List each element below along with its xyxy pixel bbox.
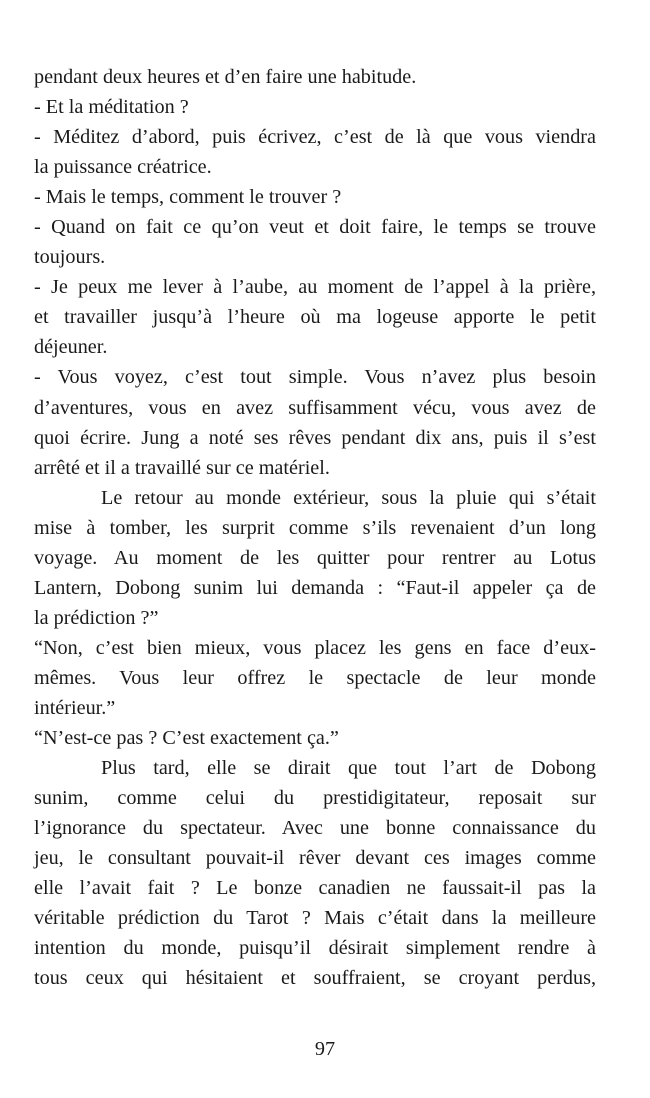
text-line: mise à tomber, les surprit comme s’ils revenaient d’un long: [34, 516, 596, 539]
text-line: - Mais le temps, comment le trouver ?: [34, 186, 342, 209]
text-line: véritable prédiction du Tarot ? Mais c’était dans la meilleure: [34, 907, 596, 930]
text-line: voyage. Au moment de les quitter pour rentrer au Lotus: [34, 546, 596, 569]
text-line: intention du monde, puisqu’il désirait simplement rendre à: [34, 937, 596, 960]
text-line: “N’est-ce pas ? C’est exactement ça.”: [34, 727, 339, 750]
text-line: jeu, le consultant pouvait-il rêver devant ces images comme: [34, 847, 596, 870]
body-text: [34, 62, 596, 993]
text-line: la puissance créatrice.: [34, 156, 212, 179]
text-line: - Je peux me lever à l’aube, au moment de l’appel à la prière,: [34, 276, 596, 299]
text-line: - Quand on fait ce qu’on veut et doit faire, le temps se trouve: [34, 216, 596, 239]
text-line: pendant deux heures et d’en faire une habitude.: [34, 66, 417, 88]
text-line: - Méditez d’abord, puis écrivez, c’est de là que vous viendra: [34, 126, 596, 149]
text-line: Plus tard, elle se dirait que tout l’art de Dobong: [101, 757, 596, 780]
text-line: toujours.: [34, 246, 106, 269]
text-line: tous ceux qui hésitaient et souffraient, se croyant perdus,: [34, 967, 596, 990]
text-line: déjeuner.: [34, 336, 108, 359]
page-number: 97: [314, 1038, 336, 1060]
text-line: l’ignorance du spectateur. Avec une bonne connaissance du: [34, 817, 596, 840]
text-line: mêmes. Vous leur offrez le spectacle de leur monde: [34, 666, 596, 689]
text-line: et travailler jusqu’à l’heure où ma logeuse apporte le petit: [34, 306, 596, 329]
text-line: sunim, comme celui du prestidigitateur, reposait sur: [34, 787, 596, 810]
text-line: d’aventures, vous en avez suffisamment vécu, vous avez de: [34, 396, 596, 419]
text-line: Le retour au monde extérieur, sous la pluie qui s’était: [101, 486, 596, 509]
text-line: elle l’avait fait ? Le bonze canadien ne faussait-il pas la: [34, 877, 596, 900]
text-line: arrêté et il a travaillé sur ce matériel.: [34, 456, 330, 479]
text-line: - Et la méditation ?: [34, 96, 189, 119]
text-line: la prédiction ?”: [34, 606, 159, 629]
text-line: intérieur.”: [34, 696, 116, 719]
text-line: “Non, c’est bien mieux, vous placez les gens en face d’eux-: [34, 636, 596, 659]
text-line: quoi écrire. Jung a noté ses rêves pendant dix ans, puis il s’est: [34, 426, 596, 449]
text-line: Lantern, Dobong sunim lui demanda : “Faut-il appeler ça de: [34, 576, 596, 599]
text-line: - Vous voyez, c’est tout simple. Vous n’avez plus besoin: [34, 366, 596, 389]
